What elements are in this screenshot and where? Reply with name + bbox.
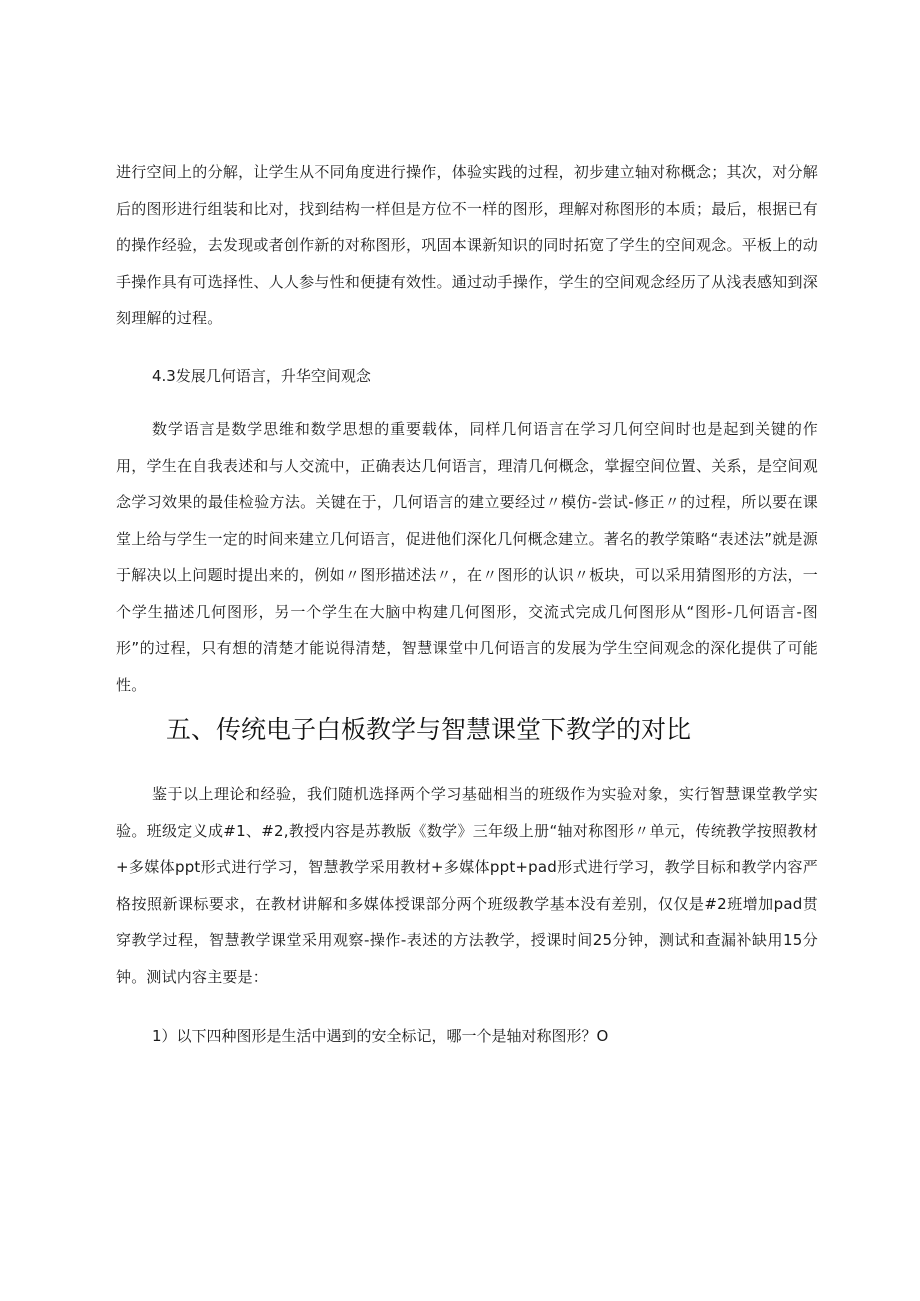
section-heading-five: 五、传统电子白板教学与智慧课堂下教学的对比 xyxy=(166,715,692,744)
subheading-4-3: 4.3发展几何语言，升华空间观念 xyxy=(152,367,371,385)
question-1: 1）以下四种图形是生活中遇到的安全标记，哪一个是轴对称图形？O xyxy=(152,1027,609,1045)
paragraph-experiment-setup: 鉴于以上理论和经验，我们随机选择两个学习基础相当的班级作为实验对象，实行智慧课堂教学实验。班级定义成#1、#2,教授内容是苏教版《数学》三年级上册“轴对称图形〃单元，传统教学按照教材+多媒体ppt形式进行学习，智慧教学采用教材+多媒体ppt+pad形式进行学习，教学目标和教学内容严格按照新课标要求，在教材讲解和多媒体授课部分两个班级教学基本没有差别，仅仅是#2班增加pad贯穿教学过程，智慧教学课堂采用观察-操作-表述的方法教学，授课时间25分钟，测试和查漏补缺用15分钟。测试内容主要是： xyxy=(116,785,818,986)
paragraph-spatial-operation: 进行空间上的分解，让学生从不同角度进行操作，体验实践的过程，初步建立轴对称概念；其次，对分解后的图形进行组装和比对，找到结构一样但是方位不一样的图形，理解对称图形的本质；最后，根据已有的操作经验，去发现或者创作新的对称图形，巩固本课新知识的同时拓宽了学生的空间观念。平板上的动手操作具有可选择性、人人参与性和便捷有效性。通过动手操作，学生的空间观念经历了从浅表感知到深刻理解的过程。 xyxy=(116,163,818,327)
paragraph-geometric-language: 数学语言是数学思维和数学思想的重要载体，同样几何语言在学习几何空间时也是起到关键的作用，学生在自我表述和与人交流中，正确表达几何语言，理清几何概念，掌握空间位置、关系，是空间观念学习效果的最佳检验方法。关键在于，几何语言的建立要经过〃模仿-尝试-修正〃的过程，所以要在课堂上给与学生一定的时间来建立几何语言，促进他们深化几何概念建立。著名的教学策略“表述法”就是源于解决以上问题时提出来的，例如〃图形描述法〃，在〃图形的认识〃板块，可以采用猜图形的方法，一个学生描述几何图形，另一个学生在大脑中构建几何图形，交流式完成几何图形从“图形-几何语言-图形”的过程，只有想的清楚才能说得清楚，智慧课堂中几何语言的发展为学生空间观念的深化提供了可能性。 xyxy=(116,420,818,694)
